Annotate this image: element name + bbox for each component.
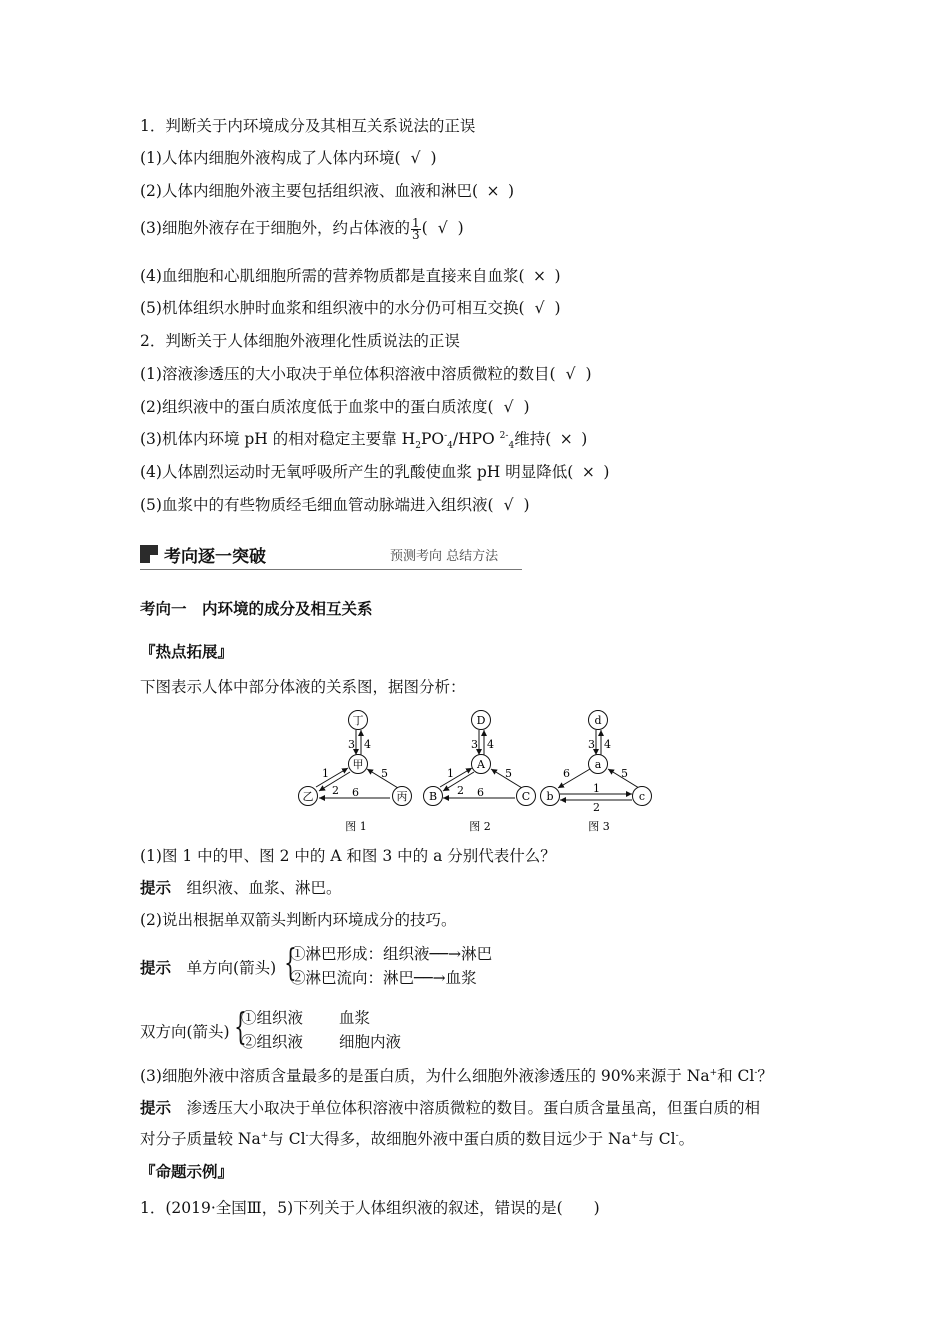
hot-expand-heading: 『热点拓展』	[140, 643, 234, 661]
question-1: (1)图 1 中的甲、图 2 中的 A 和图 3 中的 a 分别代表什么？	[140, 847, 556, 865]
question-3: (3)细胞外液中溶质含量最多的是蛋白质，为什么细胞外液渗透压的 90%来源于 Na+和 Cl-？	[140, 1067, 773, 1085]
figure-2	[424, 711, 536, 834]
section-subtitle: 预测考向 总结方法	[390, 549, 499, 564]
single-rule-2: ②淋巴流向：淋巴──→血浆	[290, 969, 477, 987]
svg-text:1: 1	[322, 767, 329, 780]
q2-item-5: (5)血浆中的有些物质经毛细血管动脉端进入组织液( √ )	[140, 496, 530, 514]
svg-text:3: 3	[348, 738, 355, 751]
single-rule-1: ①淋巴形成：组织液──→淋巴	[290, 945, 493, 963]
q1-item-3: (3)细胞外液存在于细胞外，约占体液的 $\frac{1}{3}$ ( √ )	[140, 215, 464, 242]
svg-text:a: a	[594, 758, 602, 771]
svg-text:甲: 甲	[352, 758, 364, 771]
answer-3-line-2: 对分子质量较 Na+与 Cl-大得多，故细胞外液中蛋白质的数目远少于 Na+与 Cl-。	[140, 1130, 695, 1148]
double-rule-1: ①组织液 血浆	[241, 1009, 371, 1027]
svg-text:d: d	[594, 714, 602, 727]
svg-text:D: D	[476, 714, 486, 727]
q2-item-2: (2)组织液中的蛋白质浓度低于血浆中的蛋白质浓度( √ )	[140, 398, 530, 416]
svg-text:6: 6	[477, 786, 484, 799]
svg-text:2: 2	[593, 801, 600, 814]
section-square-icon	[140, 545, 158, 563]
brace-icon: {	[284, 943, 297, 984]
svg-text:6: 6	[563, 767, 570, 780]
intro-text: 下图表示人体中部分体液的关系图，据图分析：	[140, 678, 466, 696]
section-header	[140, 541, 522, 571]
svg-text:1: 1	[447, 767, 454, 780]
figure-3	[541, 711, 652, 834]
svg-text:丙: 丙	[396, 790, 408, 803]
figure-1-caption: 图 1	[345, 820, 367, 833]
svg-text:3: 3	[471, 738, 478, 751]
svg-text:4: 4	[364, 738, 371, 751]
figure-3-caption: 图 3	[588, 820, 610, 833]
svg-text:4: 4	[487, 738, 494, 751]
brace-icon: {	[234, 1007, 247, 1048]
svg-text:5: 5	[621, 767, 628, 780]
figure-2-caption: 图 2	[469, 820, 491, 833]
answer-3-line-1: 提示 渗透压大小取决于单位体积溶液中溶质微粒的数目。蛋白质含量虽高，但蛋白质的相	[140, 1099, 761, 1117]
example-heading: 『命题示例』	[140, 1163, 234, 1181]
svg-text:c: c	[638, 790, 646, 803]
q2-item-3: (3)机体内环境 pH 的相对稳定主要靠 $H_2PO^-_4$/HPO $^{2-}_4$维持( × )	[140, 430, 588, 452]
svg-text:B: B	[428, 790, 438, 803]
section-title: 考向逐一突破	[164, 547, 266, 567]
topic-title: 考向一 内环境的成分及相互关系	[140, 600, 373, 618]
q2-item-4: (4)人体剧烈运动时无氧呼吸所产生的乳酸使血浆 pH 明显降低( × )	[140, 463, 610, 481]
double-rule-2: ②组织液 细胞内液	[241, 1033, 402, 1051]
q2-item-1: (1)溶液渗透压的大小取决于单位体积溶液中溶质微粒的数目( √ )	[140, 365, 592, 383]
body-fluid-diagrams	[290, 708, 670, 838]
svg-text:3: 3	[588, 738, 595, 751]
q1-item-2: (2)人体内细胞外液主要包括组织液、血液和淋巴( × )	[140, 182, 515, 200]
answer-1: 提示 组织液、血浆、淋巴。	[140, 879, 342, 897]
q1-item-1: (1)人体内细胞外液构成了人体内环境( √ )	[140, 149, 437, 167]
svg-text:5: 5	[381, 767, 388, 780]
svg-text:2: 2	[457, 784, 464, 797]
svg-text:乙: 乙	[302, 790, 314, 803]
svg-text:4: 4	[604, 738, 611, 751]
figure-1	[299, 711, 412, 834]
example-question: 1．(2019·全国Ⅲ，5)下列关于人体组织液的叙述，错误的是( )	[140, 1199, 600, 1217]
svg-text:6: 6	[352, 786, 359, 799]
question-2: (2)说出根据单双箭头判断内环境成分的技巧。	[140, 911, 457, 929]
section-divider	[140, 569, 522, 570]
q1-title: 1．判断关于内环境成分及其相互关系说法的正误	[140, 117, 476, 135]
svg-text:C: C	[521, 790, 531, 803]
q1-item-5: (5)机体组织水肿时血浆和组织液中的水分仍可相互交换( √ )	[140, 299, 561, 317]
fraction: $\frac{1}{3}$	[411, 215, 420, 242]
svg-text:5: 5	[505, 767, 512, 780]
svg-text:2: 2	[332, 784, 339, 797]
svg-text:A: A	[477, 758, 485, 771]
svg-text:b: b	[546, 790, 554, 803]
q1-item-4: (4)血细胞和心肌细胞所需的营养物质都是直接来自血浆( × )	[140, 267, 561, 285]
svg-text:1: 1	[593, 782, 600, 795]
q2-title: 2．判断关于人体细胞外液理化性质说法的正误	[140, 332, 460, 350]
svg-text:丁: 丁	[352, 714, 364, 727]
